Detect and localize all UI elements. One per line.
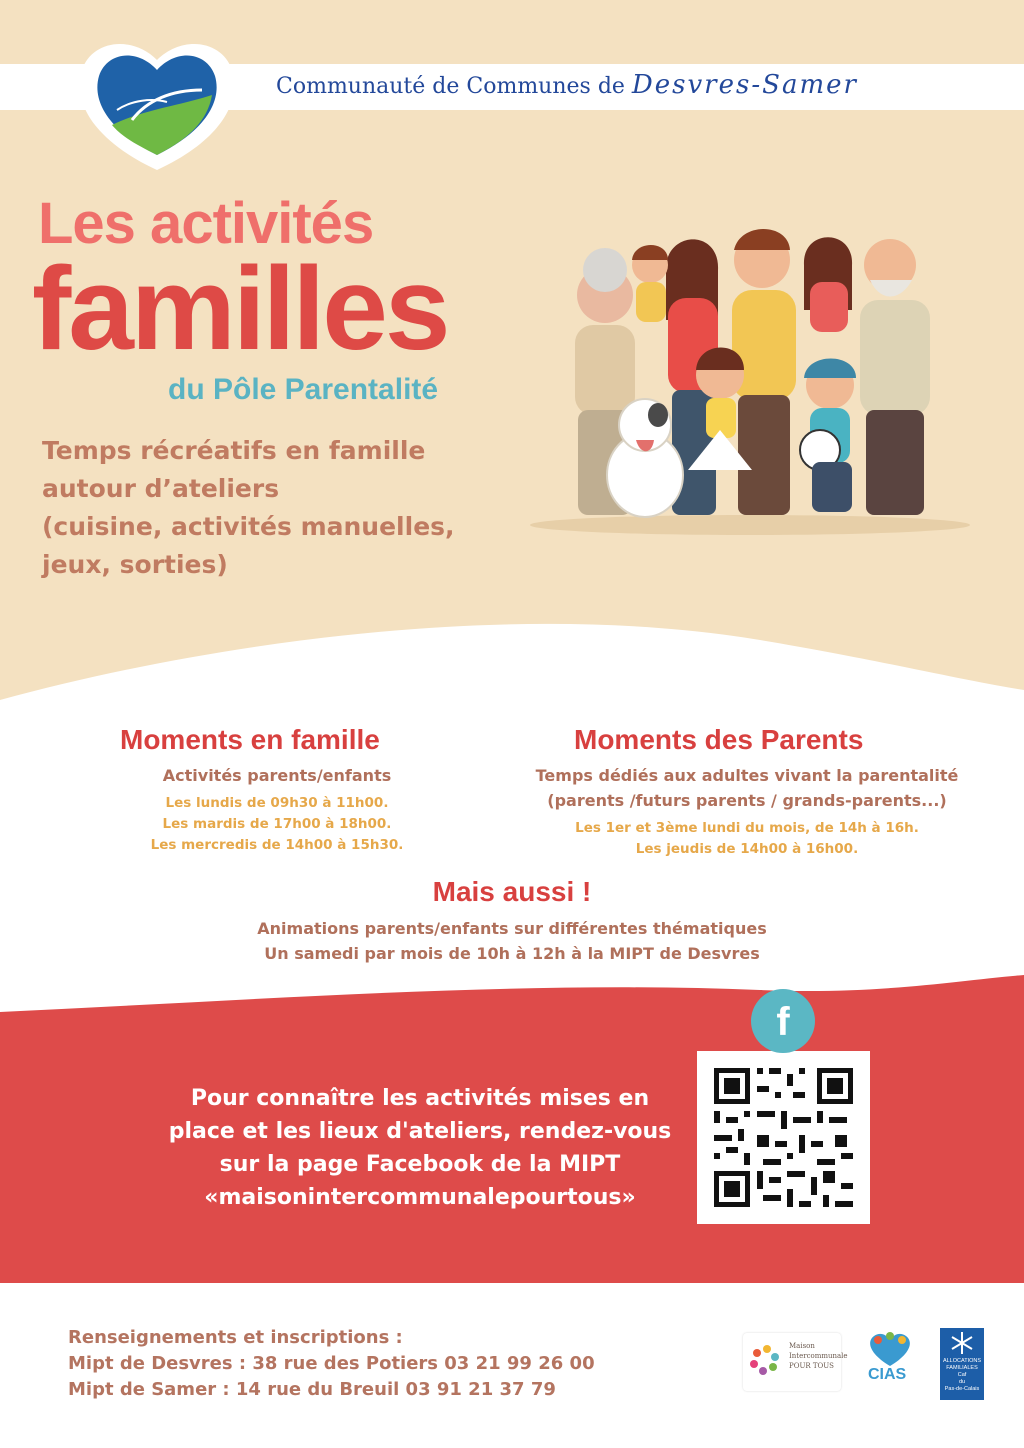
time-slot: Les mercredis de 14h00 à 15h30.: [150, 837, 404, 853]
qr-code[interactable]: [697, 1051, 870, 1224]
mais-aussi-text: [0, 916, 1024, 966]
intro-text: [42, 432, 512, 584]
title-line-2: familles: [32, 243, 448, 375]
time-slot: Les lundis de 09h30 à 11h00.: [165, 795, 389, 811]
facebook-icon[interactable]: f: [751, 989, 815, 1053]
cias-heart-icon: [862, 1328, 918, 1368]
organization-name: [276, 70, 858, 100]
mipt-logo: [743, 1333, 848, 1391]
contact-line-samer: Mipt de Samer : 14 rue du Breuil 03 91 21 37 79: [68, 1379, 556, 1400]
caf-snowflake-icon: [940, 1328, 984, 1358]
mipt-logo-dots: [743, 1333, 787, 1391]
caf-logo-text: [942, 1358, 982, 1393]
cta-line: «maisonintercommunalepourtous»: [204, 1185, 636, 1210]
moments-parents-subtitle: [517, 763, 977, 813]
moments-parents-subtitle-line: Temps dédiés aux adultes vivant la parentalité: [535, 766, 959, 785]
qr-code-pattern: [697, 1051, 870, 1224]
intro-line: Temps récréatifs en famille: [42, 436, 426, 465]
caf-logo-line: du: [958, 1379, 966, 1385]
moments-parents-times: [517, 818, 977, 860]
mipt-logo-text: [789, 1341, 848, 1371]
moments-famille-title: Moments en famille: [120, 724, 380, 755]
intro-line: jeux, sorties): [42, 550, 228, 579]
mipt-logo-line: Intercommunale: [789, 1352, 848, 1360]
cta-line: place et les lieux d'ateliers, rendez-vous: [168, 1119, 672, 1144]
mipt-logo-line: Maison: [789, 1342, 815, 1350]
caf-logo-line: FAMILIALES: [946, 1365, 978, 1371]
facebook-cta-text: [150, 1082, 690, 1214]
mais-aussi-line: Animations parents/enfants sur différentes thématiques: [257, 919, 767, 938]
contact-line-desvres: Mipt de Desvres : 38 rue des Potiers 03 21 99 26 00: [68, 1353, 595, 1374]
moments-famille-times: [127, 793, 427, 856]
title-line-3: du Pôle Parentalité: [168, 373, 439, 406]
cias-logo: [862, 1328, 918, 1398]
moments-parents-title: Moments des Parents: [574, 724, 864, 755]
title-line-1: Les activités: [38, 191, 374, 256]
contact-info: [68, 1325, 595, 1403]
organization-prefix: Communauté de Communes de: [276, 74, 632, 99]
moments-parents-subtitle-line: (parents /futurs parents / grands-parents...): [547, 791, 947, 810]
mais-aussi-title: Mais aussi !: [432, 876, 592, 907]
mipt-logo-line: POUR TOUS: [789, 1362, 834, 1370]
intro-line: autour d’ateliers: [42, 474, 280, 503]
family-illustration: [520, 210, 980, 540]
caf-logo-line: Pas-de-Calais: [944, 1386, 980, 1392]
contact-heading: Renseignements et inscriptions :: [68, 1327, 403, 1348]
cta-line: sur la page Facebook de la MIPT: [219, 1152, 621, 1177]
time-slot: Les jeudis de 14h00 à 16h00.: [635, 841, 859, 857]
caf-logo: [940, 1328, 984, 1400]
mais-aussi-line: Un samedi par mois de 10h à 12h à la MIPT de Desvres: [264, 944, 760, 963]
moments-famille-subtitle: [127, 763, 427, 788]
organization-brand: Desvres-Samer: [631, 70, 858, 100]
time-slot: Les 1er et 3ème lundi du mois, de 14h à 16h.: [575, 820, 919, 836]
caf-logo-line: ALLOCATIONS: [942, 1358, 982, 1364]
caf-logo-line: Caf: [957, 1372, 967, 1378]
heart-landscape-logo: [72, 30, 242, 175]
intro-line: (cuisine, activités manuelles,: [42, 512, 455, 541]
cta-line: Pour connaître les activités mises en: [190, 1086, 650, 1111]
time-slot: Les mardis de 17h00 à 18h00.: [162, 816, 392, 832]
cias-logo-text: CIAS: [868, 1366, 907, 1383]
moments-famille-subtitle-line: Activités parents/enfants: [162, 766, 392, 785]
